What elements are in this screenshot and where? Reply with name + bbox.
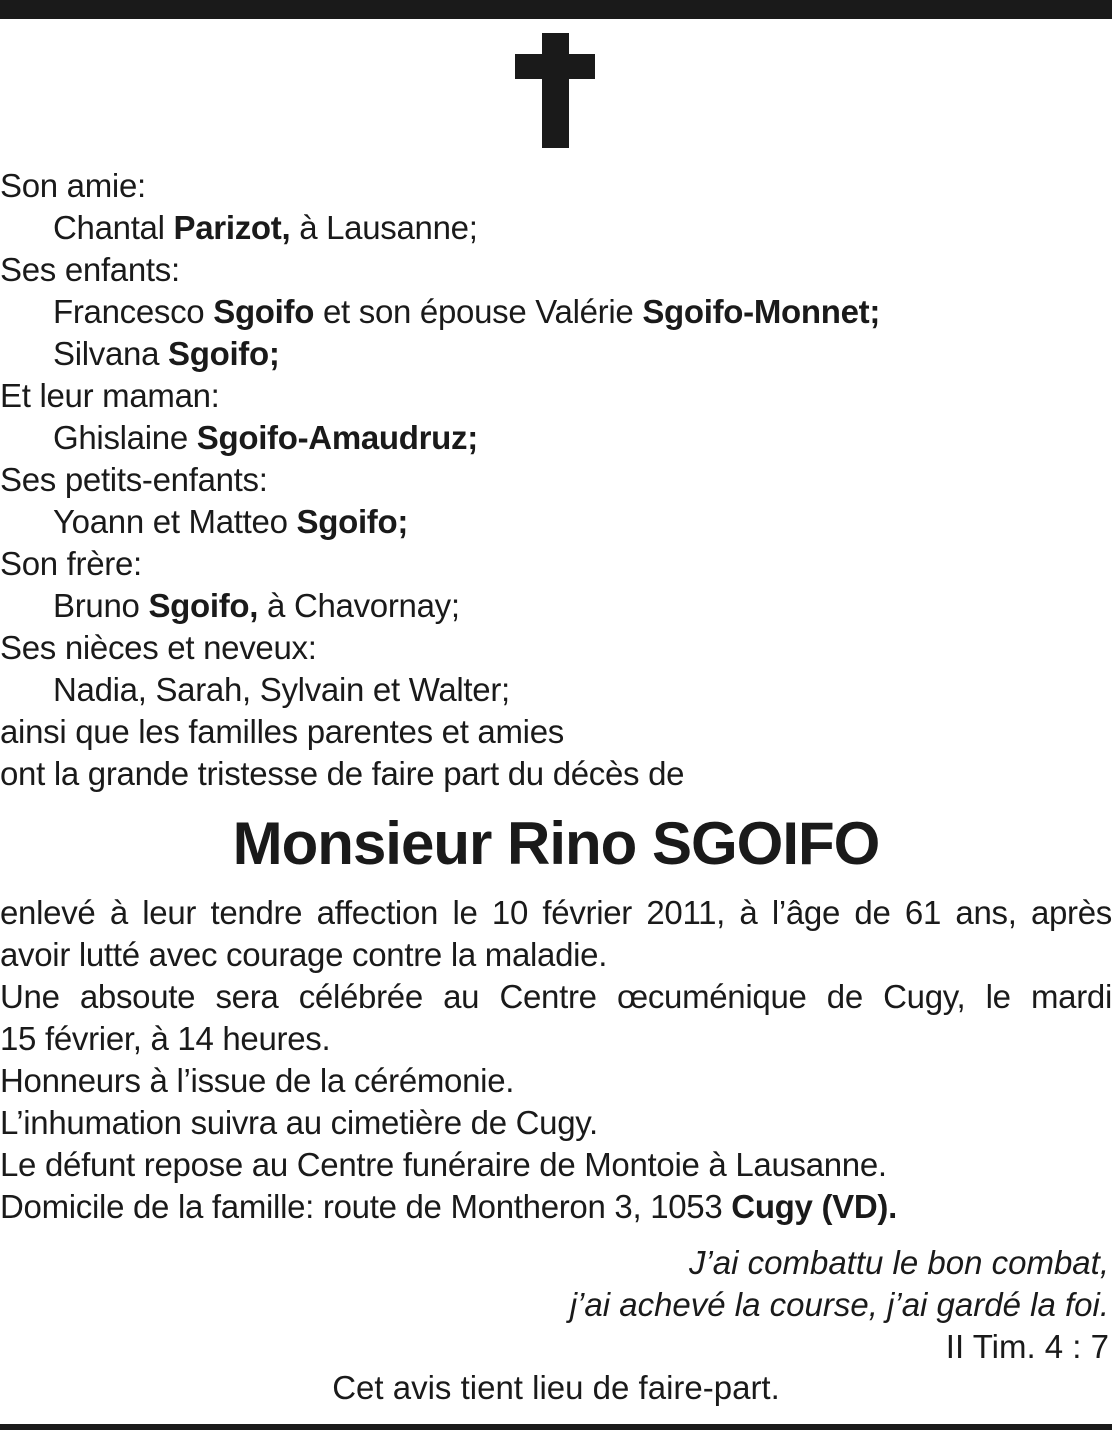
family-list (0, 165, 1112, 795)
closing-line: ainsi que les familles parentes et amies (0, 713, 564, 750)
bible-quote (570, 1242, 1109, 1326)
detail-line: Une absoute sera célébrée au Centre œcuménique de Cugy, le mardi (0, 978, 1112, 1015)
family-label: Ses nièces et neveux: (0, 629, 317, 666)
quote-line: j’ai achevé la course, j’ai gardé la foi. (569, 1286, 1109, 1323)
detail-line: Le défunt repose au Centre funéraire de Montoie à Lausanne. (0, 1146, 887, 1183)
cross-icon (515, 33, 595, 148)
quote-reference: II Tim. 4 : 7 (945, 1328, 1109, 1365)
family-label: Son frère: (0, 545, 142, 582)
family-member: Silvana Sgoifo; (53, 335, 280, 372)
detail-line: enlevé à leur tendre affection le 10 février 2011, à l’âge de 61 ans, après (0, 894, 1112, 931)
family-label: Et leur maman: (0, 377, 220, 414)
family-member: Yoann et Matteo Sgoifo; (53, 503, 409, 540)
family-member: Ghislaine Sgoifo-Amaudruz; (53, 419, 478, 456)
detail-line: Domicile de la famille: route de Montheron 3, 1053 Cugy (VD). (0, 1188, 897, 1225)
quote-line: J’ai combattu le bon combat, (688, 1244, 1109, 1281)
family-member: Chantal Parizot, à Lausanne; (53, 209, 478, 246)
bottom-border-rule (0, 1424, 1112, 1430)
family-member: Nadia, Sarah, Sylvain et Walter; (53, 671, 510, 708)
family-label: Son amie: (0, 167, 146, 204)
detail-line: L’inhumation suivra au cimetière de Cugy. (0, 1104, 598, 1141)
detail-line: avoir lutté avec courage contre la maladie. (0, 936, 608, 973)
family-member: Bruno Sgoifo, à Chavornay; (53, 587, 460, 624)
obituary-details (0, 892, 1112, 1228)
deceased-name: Monsieur Rino SGOIFO (232, 810, 880, 877)
footer-note: Cet avis tient lieu de faire-part. (332, 1369, 780, 1406)
detail-line: 15 février, à 14 heures. (0, 1020, 331, 1057)
family-member: Francesco Sgoifo et son épouse Valérie Sgoifo-Monnet; (53, 293, 881, 330)
family-label: Ses petits-enfants: (0, 461, 268, 498)
family-label: Ses enfants: (0, 251, 180, 288)
detail-line: Honneurs à l’issue de la cérémonie. (0, 1062, 515, 1099)
top-border-rule (0, 0, 1112, 19)
closing-line: ont la grande tristesse de faire part du décès de (0, 755, 685, 792)
